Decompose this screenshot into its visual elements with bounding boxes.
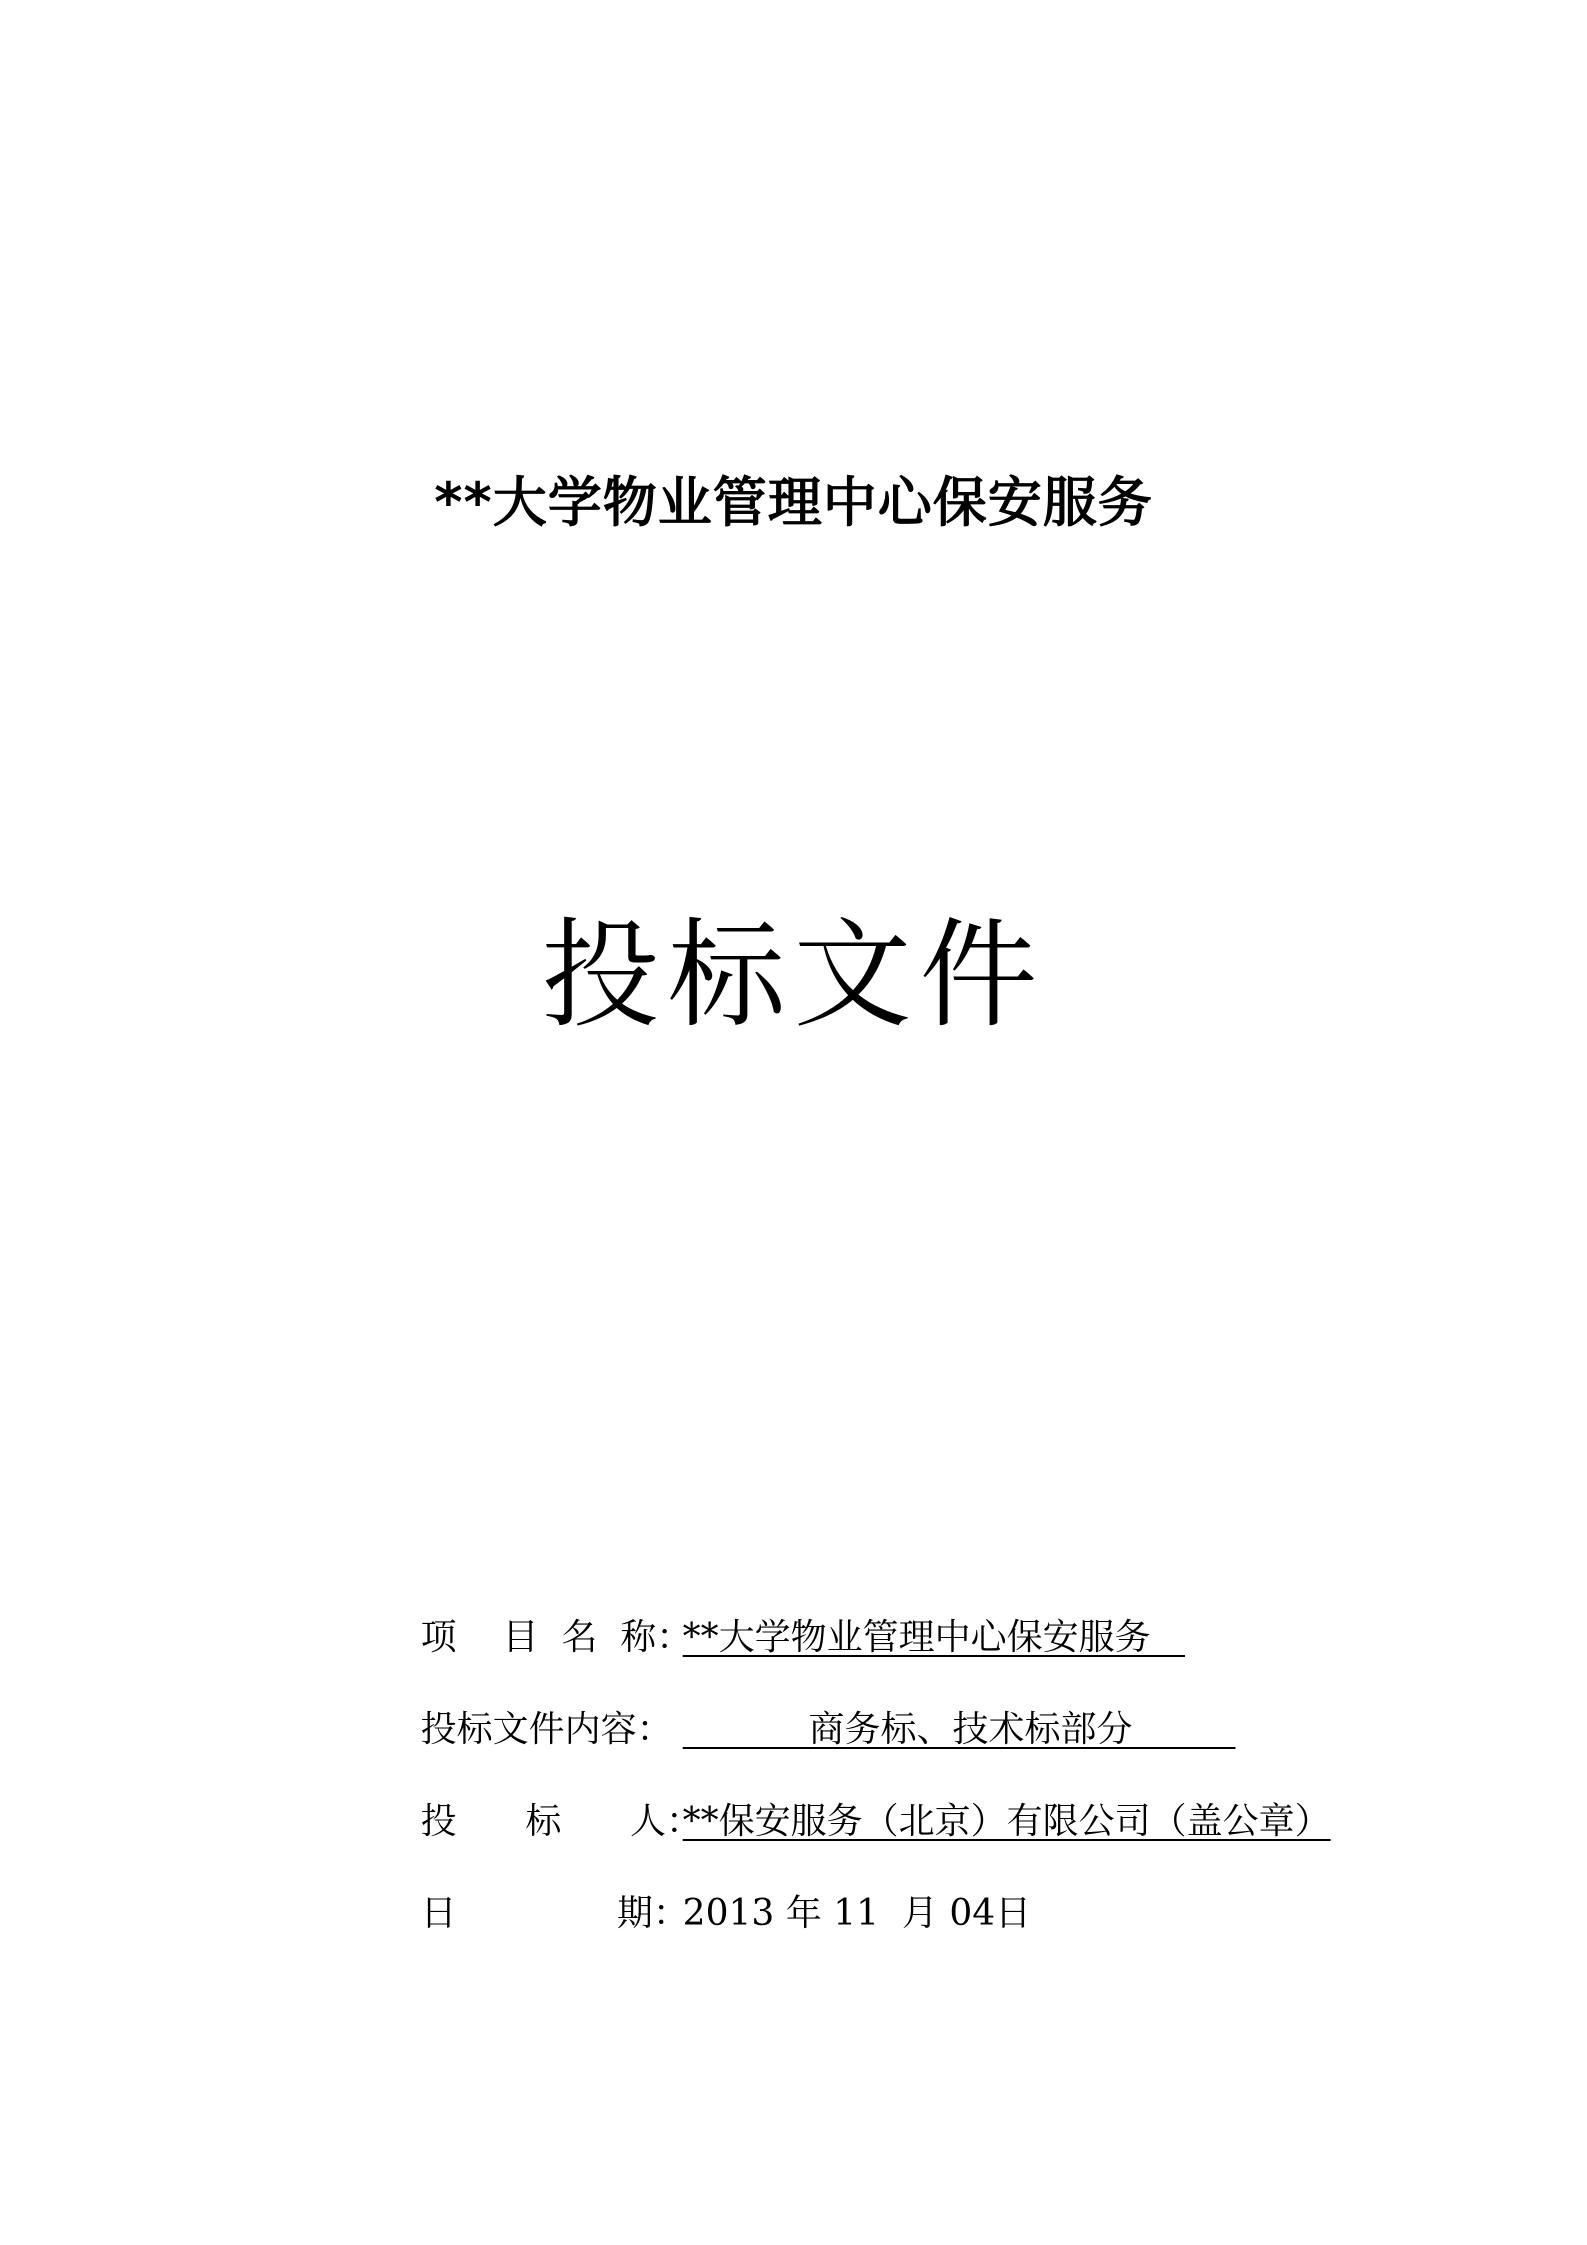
document-title: 投标文件	[541, 906, 1046, 1044]
field-label: 项 目 名 称：	[420, 1617, 693, 1658]
field-label: 日 期：	[420, 1893, 689, 1934]
cover-fields	[352, 1548, 1352, 1934]
field-label: 投 标 人：	[420, 1801, 702, 1842]
date-value: 2013 年 11 月 04日	[682, 1893, 1032, 1934]
field-value: **保安服务（北京）有限公司（盖公章）	[682, 1801, 1331, 1842]
date-day: 04	[949, 1893, 996, 1934]
field-label: 投标文件内容：	[420, 1709, 673, 1750]
field-value: 商务标、技术标部分	[682, 1709, 1236, 1750]
project-subtitle: **大学物业管理中心保安服务	[434, 471, 1153, 534]
date-year: 2013	[682, 1893, 775, 1934]
field-project-name	[352, 1548, 1352, 1658]
field-value: **大学物业管理中心保安服务	[682, 1617, 1186, 1658]
date-month: 11	[833, 1893, 879, 1934]
